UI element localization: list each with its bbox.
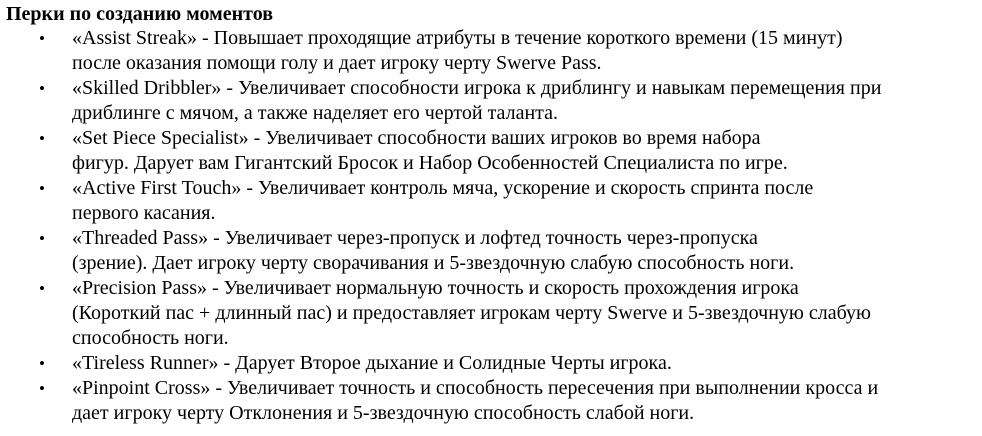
perk-text-line: первого касания. (72, 202, 216, 224)
perk-list-item (6, 376, 982, 426)
perk-text-line: «Active First Touch» - Увеличивает контроль мяча, ускорение и скорость спринта после (72, 177, 814, 199)
perk-list-item (6, 176, 982, 226)
perk-list-item (6, 26, 982, 76)
perk-text-line: «Assist Streak» - Повышает проходящие атрибуты в течение короткого времени (15 минут) (72, 27, 843, 49)
bullet-icon: • (39, 229, 45, 248)
bullet-icon: • (39, 379, 45, 398)
bullet-icon: • (39, 29, 45, 48)
section-heading: Перки по созданию моментов (6, 3, 273, 25)
perk-text-line: после оказания помощи голу и дает игроку черту Swerve Pass. (72, 52, 602, 74)
bullet-icon: • (39, 279, 45, 298)
perk-text-line: «Tireless Runner» - Дарует Второе дыхание и Солидные Черты игрока. (72, 352, 672, 374)
bullet-icon: • (39, 179, 45, 198)
perk-list (6, 26, 982, 426)
perk-list-item (6, 76, 982, 126)
perk-text-line: «Threaded Pass» - Увеличивает через-пропуск и лофтед точность через-пропуска (72, 227, 758, 249)
perk-text-line: способность ноги. (72, 327, 229, 349)
perk-text-line: дриблинге с мячом, а также наделяет его чертой таланта. (72, 102, 559, 124)
perk-list-item (6, 226, 982, 276)
perk-text-line: (зрение). Дает игроку черту сворачивания и 5-звездочную слабую способность ноги. (72, 252, 795, 274)
perk-list-item (6, 351, 982, 376)
perk-list-item (6, 126, 982, 176)
bullet-icon: • (39, 354, 45, 373)
perk-text-line: «Precision Pass» - Увеличивает нормальную точность и скорость прохождения игрока (72, 277, 799, 299)
perk-text-line: «Skilled Dribbler» - Увеличивает способности игрока к дриблингу и навыкам перемещения при (72, 77, 882, 99)
perk-text-line: фигур. Дарует вам Гигантский Бросок и Набор Особенностей Специалиста по игре. (72, 152, 788, 174)
bullet-icon: • (39, 129, 45, 148)
perk-text-line: «Set Piece Specialist» - Увеличивает способности ваших игроков во время набора (72, 127, 761, 149)
perk-text-line: (Короткий пас + длинный пас) и предоставляет игрокам черту Swerve и 5-звездочную слабую (72, 302, 871, 324)
bullet-icon: • (39, 79, 45, 98)
perk-list-item (6, 276, 982, 351)
perk-text-line: дает игроку черту Отклонения и 5-звездочную способность слабой ноги. (72, 402, 695, 424)
perk-text-line: «Pinpoint Cross» - Увеличивает точность и способность пересечения при выполнении кросса и (72, 377, 879, 399)
